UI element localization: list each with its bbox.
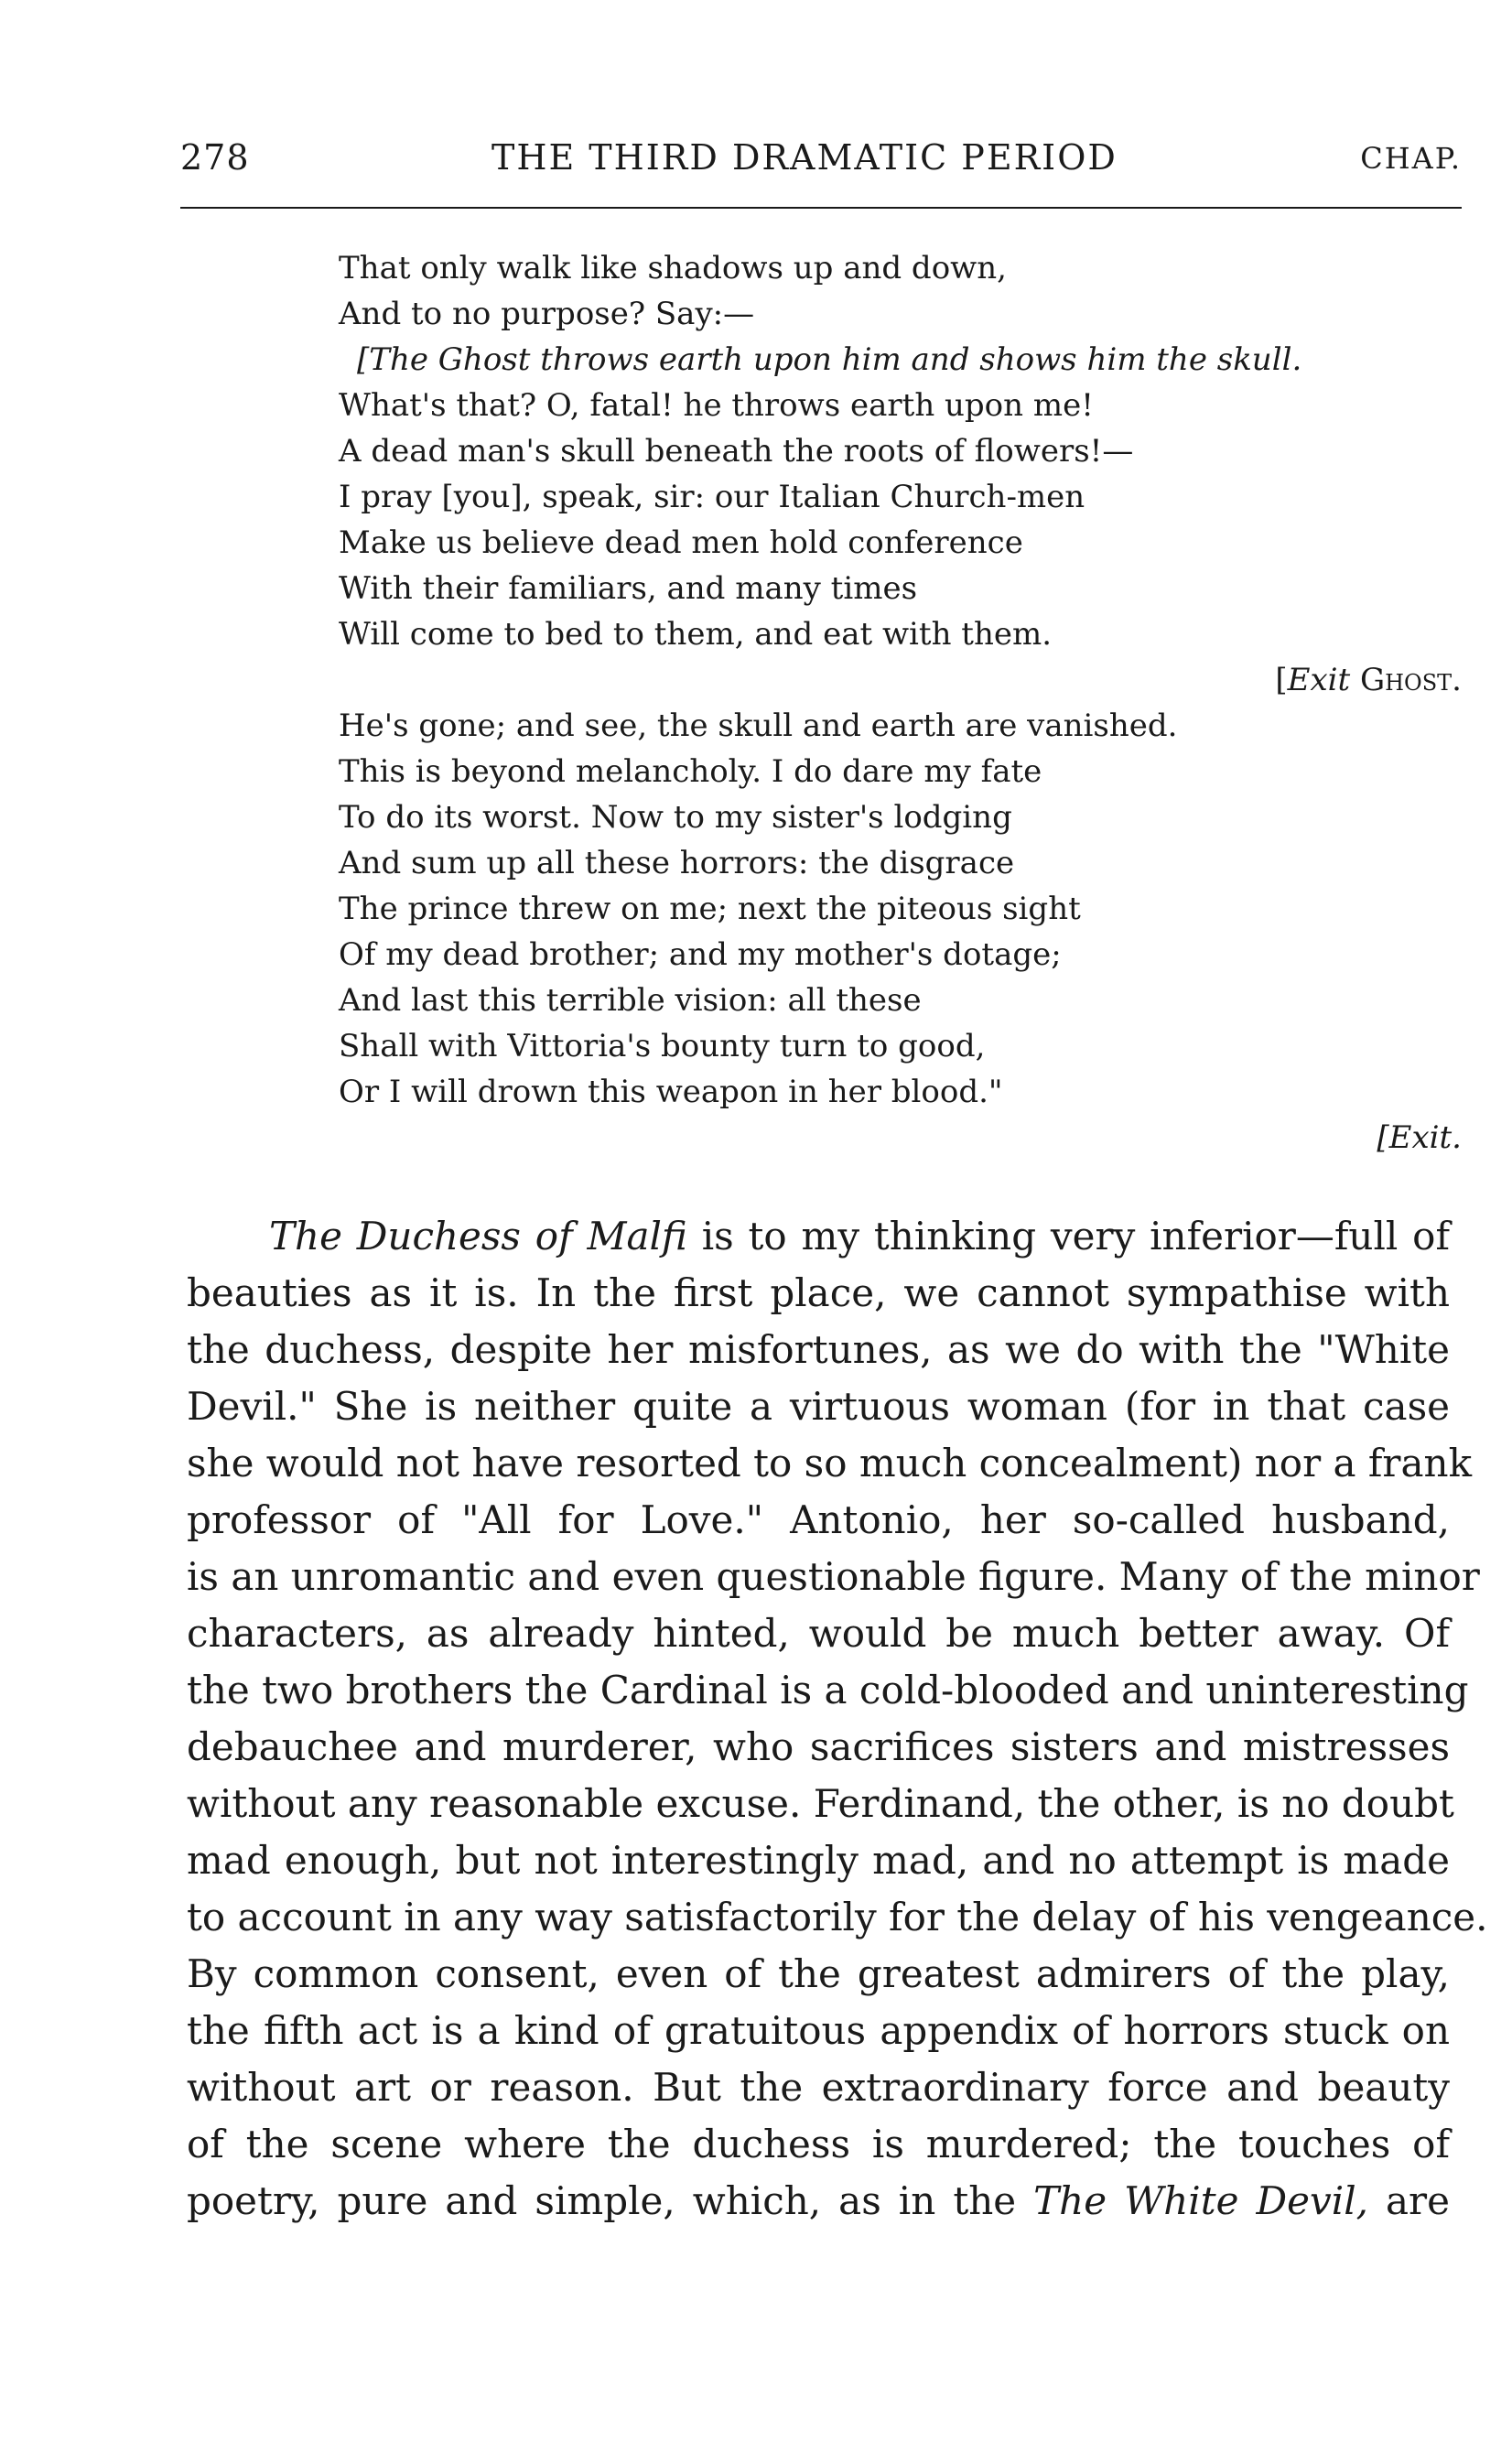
character-name: Ghost. (1359, 662, 1462, 698)
bracket: [ (1275, 662, 1288, 698)
verse-quotation (339, 245, 1462, 1161)
prose-line: Devil." She is neither quite a virtuous woman (for in that case (187, 1384, 1450, 1429)
verse-line: Shall with Vittoria's bounty turn to good, (339, 1028, 986, 1064)
verse-line: A dead man's skull beneath the roots of flowers!— (339, 433, 1134, 470)
verse-line: Of my dead brother; and my mother's dotage; (339, 936, 1062, 973)
prose-line: the fifth act is a kind of gratuitous appendix of horrors stuck on (187, 2008, 1450, 2053)
play-title: The White Devil, (1033, 2178, 1368, 2223)
stage-direction-exit: [Exit. (1377, 1119, 1462, 1156)
prose-line: without any reasonable excuse. Ferdinand, the other, is no doubt (187, 1781, 1454, 1826)
verse-line: And last this terrible vision: all these (339, 982, 922, 1019)
stage-direction: [The Ghost throws earth upon him and shows him the skull. (357, 341, 1302, 378)
prose-line (187, 1208, 1450, 1265)
verse-line: That only walk like shadows up and down, (339, 250, 1007, 286)
prose-text: poetry, pure and simple, which, as in the (187, 2178, 1034, 2223)
prose-line: without art or reason. But the extraordinary force and beauty (187, 2065, 1450, 2110)
page-header (180, 137, 1462, 192)
verse-line: Or I will drown this weapon in her blood." (339, 1074, 1003, 1110)
prose-text: is to my thinking very inferior—full of (686, 1214, 1450, 1259)
verse-line: With their familiars, and many times (339, 570, 918, 607)
verse-line: This is beyond melancholy. I do dare my fate (339, 753, 1042, 790)
verse-line: I pray [you], speak, sir: our Italian Church-men (339, 479, 1085, 515)
prose-line: the duchess, despite her misfortunes, as we do with the "White (187, 1327, 1450, 1372)
prose-line (187, 2173, 1450, 2230)
verse-line: The prince threw on me; next the piteous sight (339, 891, 1081, 927)
prose-line: she would not have resorted to so much concealment) nor a frank (187, 1441, 1473, 1485)
prose-line: the two brothers the Cardinal is a cold-blooded and uninteresting (187, 1668, 1469, 1712)
prose-line: beauties as it is. In the first place, we cannot sympathise with (187, 1270, 1450, 1315)
exit-word: Exit (1287, 662, 1351, 698)
chapter-label: CHAP. (1360, 141, 1462, 176)
page-number: 278 (180, 137, 250, 178)
verse-line: Make us believe dead men hold conference (339, 524, 1023, 561)
stage-direction-exit-ghost (339, 657, 1462, 703)
verse-line: Will come to bed to them, and eat with them. (339, 616, 1053, 653)
header-rule (180, 207, 1462, 209)
prose-line: debauchee and murderer, who sacrifices sisters and mistresses (187, 1724, 1450, 1769)
prose-paragraph (187, 1208, 1488, 2230)
verse-line: To do its worst. Now to my sister's lodging (339, 799, 1012, 836)
prose-line: is an unromantic and even questionable figure. Many of the minor (187, 1554, 1480, 1599)
prose-line: professor of "All for Love." Antonio, her so-called husband, (187, 1497, 1450, 1542)
verse-line: And sum up all these horrors: the disgrace (339, 845, 1015, 881)
verse-line: And to no purpose? Say:— (339, 296, 755, 332)
prose-line: By common consent, even of the greatest admirers of the play, (187, 1951, 1450, 1996)
verse-line: He's gone; and see, the skull and earth are vanished. (339, 708, 1178, 744)
verse-line: What's that? O, fatal! he throws earth upon me! (339, 387, 1094, 424)
prose-line: to account in any way satisfactorily for the delay of his vengeance. (187, 1895, 1488, 1939)
prose-line: of the scene where the duchess is murdered; the touches of (187, 2122, 1450, 2166)
prose-line: characters, as already hinted, would be much better away. Of (187, 1611, 1450, 1656)
prose-text: are (1367, 2178, 1450, 2223)
running-title: THE THIRD DRAMATIC PERIOD (491, 137, 1118, 178)
prose-line: mad enough, but not interestingly mad, and no attempt is made (187, 1838, 1450, 1883)
play-title: The Duchess of Malfi (269, 1214, 687, 1259)
